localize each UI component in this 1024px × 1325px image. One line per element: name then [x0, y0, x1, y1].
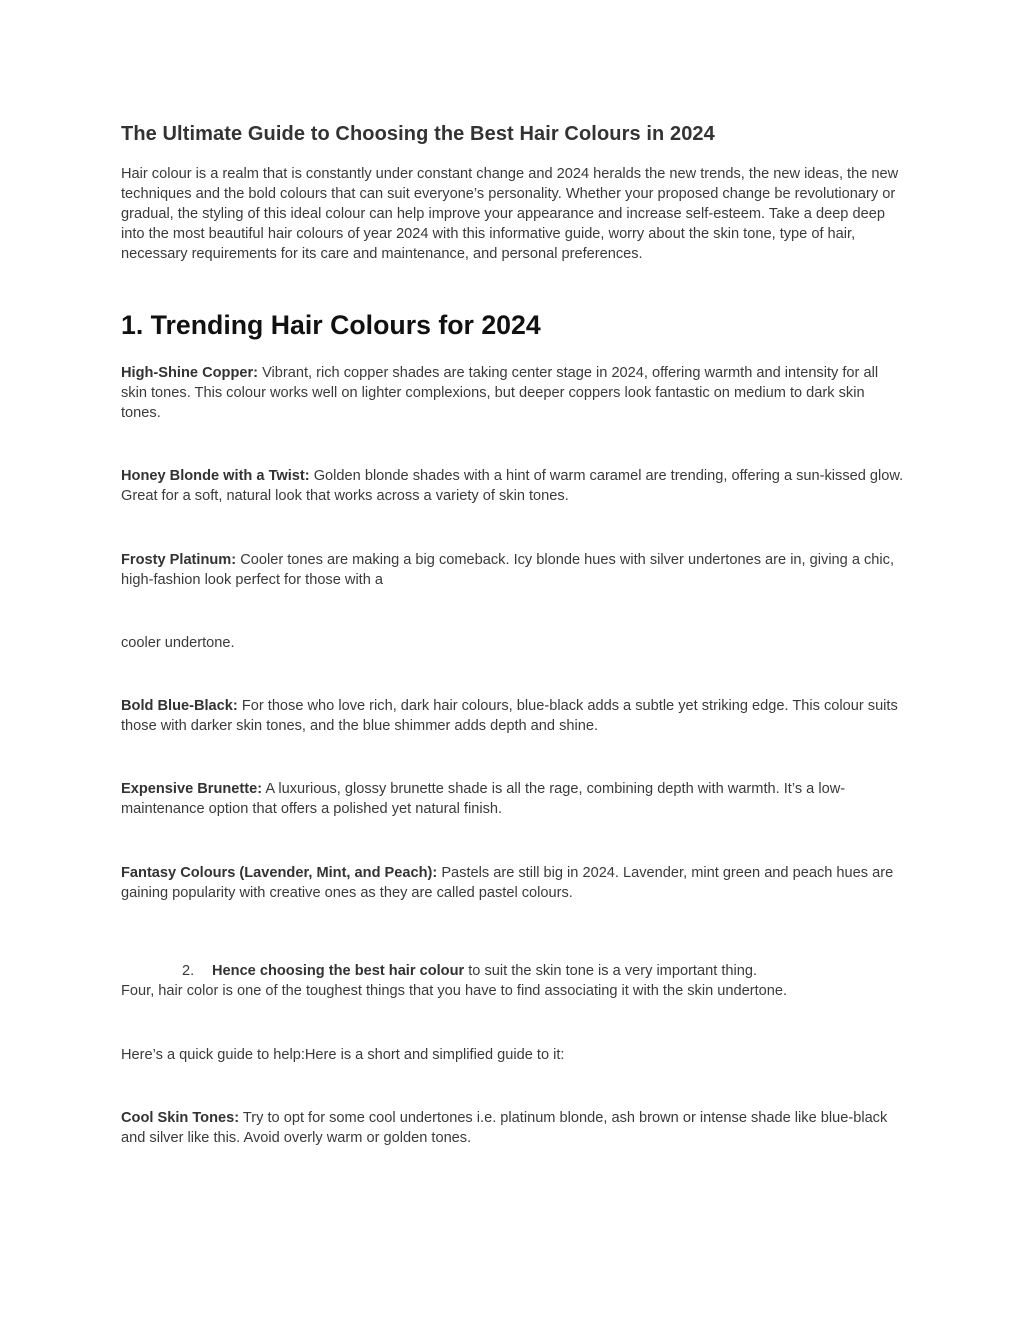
cool-skin-tones-item [121, 1108, 907, 1148]
document-title: The Ultimate Guide to Choosing the Best Hair Colours in 2024 [121, 123, 715, 145]
trend-term: Fantasy Colours (Lavender, Mint, and Peach): [121, 865, 438, 881]
trend-description: Cooler tones are making a big comeback. Icy blonde hues with silver undertones are in, giving a chic, high-fashion look perfect for those with a [121, 552, 895, 588]
trend-description: Pastels are still big in 2024. Lavender, mint green and peach hues are gaining popularity with creative ones as they are called pastel colours. [121, 865, 894, 901]
paragraph-four: Four, hair color is one of the toughest things that you have to find associating it with the skin undertone. [121, 983, 788, 999]
trend-term: Cool Skin Tones: [121, 1110, 240, 1126]
trend-description: A luxurious, glossy brunette shade is all the rage, combining depth with warmth. It’s a low-maintenance option that offers a polished yet natural finish. [121, 781, 846, 817]
trend-description: For those who love rich, dark hair colours, blue-black adds a subtle yet striking edge. This colour suits those with darker skin tones, and the blue shimmer adds depth and shine. [121, 698, 898, 734]
intro-paragraph: Hair colour is a realm that is constantly under constant change and 2024 heralds the new trends, the new ideas, the new techniques and the bold colours that can suit everyone’s personality. Whether your proposed change be revolutionary or gradual, the styling of this ideal colour can help improve your appearance and increase self-esteem. Take a deep deep into the most beautiful hair colours of year 2024 with this informative guide, worry about the skin tone, type of hair, necessary requirements for its care and maintenance, and personal preferences. [121, 166, 899, 262]
numbered-text: to suit the skin tone is a very important thing. [464, 962, 758, 979]
section-heading-trending: 1. Trending Hair Colours for 2024 [121, 310, 541, 340]
numbered-item-2 [182, 961, 902, 981]
trend-item-copper [121, 363, 907, 423]
trend-item-frosty-platinum [121, 550, 907, 590]
trend-item-fantasy [121, 863, 907, 903]
trend-term: Honey Blonde with a Twist: [121, 468, 310, 484]
trend-term: High-Shine Copper: [121, 365, 259, 381]
numbered-bold-text: Hence choosing the best hair colour [212, 962, 465, 979]
trend-description: Golden blonde shades with a hint of warm caramel are trending, offering a sun-kissed glow. Great for a soft, natural look that works across a variety of skin tones. [121, 468, 904, 504]
list-number: 2. [182, 962, 195, 979]
trend-term: Bold Blue-Black: [121, 698, 238, 714]
trend-item-brunette [121, 779, 907, 819]
trend-term: Frosty Platinum: [121, 552, 237, 568]
trend-item-honey-blonde [121, 466, 907, 506]
trend-item-blue-black [121, 696, 907, 736]
paragraph-guide: Here’s a quick guide to help:Here is a short and simplified guide to it: [121, 1047, 565, 1063]
trend-term: Expensive Brunette: [121, 781, 263, 797]
trend-description: Vibrant, rich copper shades are taking center stage in 2024, offering warmth and intensity for all skin tones. This colour works well on lighter complexions, but deeper coppers look fantastic on medium to dark skin tones. [121, 365, 879, 421]
continuation-text: cooler undertone. [121, 635, 235, 651]
trend-description: Try to opt for some cool undertones i.e. platinum blonde, ash brown or intense shade like blue-black and silver like this. Avoid overly warm or golden tones. [121, 1110, 888, 1146]
